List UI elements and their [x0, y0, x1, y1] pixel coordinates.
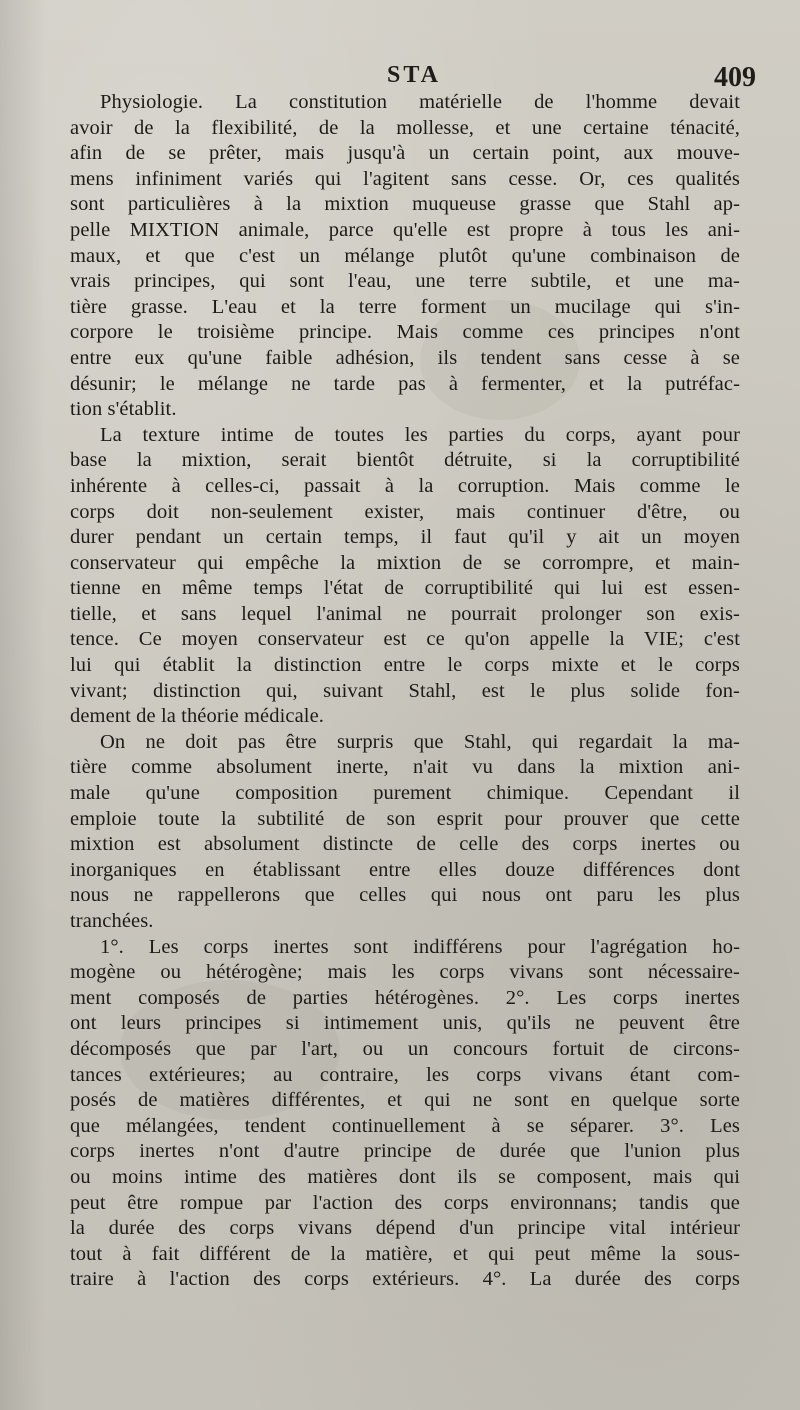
text-line: On ne doit pas être surpris que Stahl, qui regardait la ma- — [100, 730, 740, 753]
paragraph-differences — [70, 935, 740, 1293]
text-line: la durée des corps vivans dépend d'un principe vital intérieur — [70, 1217, 740, 1240]
text-line: avoir de la flexibilité, de la mollesse, et une certaine ténacité, — [70, 116, 740, 139]
text-line: pelle MIXTION animale, parce qu'elle est propre à tous les ani- — [70, 218, 740, 241]
text-line: conservateur qui empêche la mixtion de se corrompre, et main- — [70, 551, 740, 574]
page-number: 409 — [714, 62, 756, 93]
text-line: Physiologie. La constitution matérielle de l'homme devait — [100, 91, 740, 113]
text-line: tence. Ce moyen conservateur est ce qu'on appelle la VIE; c'est — [70, 628, 740, 651]
text-line: que mélangées, tendent continuellement à se séparer. 3°. Les — [70, 1114, 740, 1137]
text-line: vrais principes, qui sont l'eau, une terre subtile, et une ma- — [70, 270, 740, 293]
body-text — [70, 90, 740, 1293]
text-line: sont particulières à la mixtion muqueuse grasse que Stahl ap- — [70, 193, 740, 216]
text-line: tion s'établit. — [70, 398, 177, 421]
text-line: base la mixtion, serait bientôt détruite, si la corruptibilité — [70, 449, 740, 472]
text-line: tranchées. — [70, 910, 154, 932]
text-line: inorganiques en établissant entre elles douze différences dont — [70, 858, 740, 881]
running-title: STA — [387, 62, 441, 88]
text-line: tielle, et sans lequel l'animal ne pourrait prolonger son exis- — [70, 602, 740, 625]
text-line: male qu'une composition purement chimique. Cependant il — [70, 782, 740, 805]
text-line: mogène ou hétérogène; mais les corps vivans sont nécessaire- — [70, 961, 740, 984]
text-line: posés de matières différentes, et qui ne sont en quelque sorte — [70, 1089, 740, 1112]
text-line: tout à fait différent de la matière, et qui peut même la sous- — [70, 1242, 740, 1265]
text-line: inhérente à celles-ci, passait à la corruption. Mais comme le — [70, 474, 740, 497]
text-line: tière grasse. L'eau et la terre forment un mucilage qui s'in- — [70, 295, 740, 318]
text-line: lui qui établit la distinction entre le corps mixte et le corps — [70, 654, 740, 677]
text-line: nous ne rappellerons que celles qui nous ont paru les plus — [70, 884, 740, 907]
text-line: ou moins intime des matières dont ils se composent, mais qui — [70, 1165, 740, 1188]
text-line: dement de la théorie médicale. — [70, 705, 325, 728]
text-line: La texture intime de toutes les parties du corps, ayant pour — [100, 423, 740, 446]
text-line: peut être rompue par l'action des corps environnans; tandis que — [70, 1191, 740, 1214]
text-line: afin de se prêter, mais jusqu'à un certain point, aux mouve- — [70, 142, 740, 165]
text-line: tière comme absolument inerte, n'ait vu dans la mixtion ani- — [70, 756, 740, 779]
text-line: ont leurs principes si intimement unis, qu'ils ne peuvent être — [70, 1012, 740, 1035]
text-line: corps inertes n'ont d'autre principe de durée que l'union plus — [70, 1140, 740, 1163]
text-line: 1°. Les corps inertes sont indifférens pour l'agrégation ho- — [100, 935, 740, 958]
text-line: mens infiniment variés qui l'agitent sans cesse. Or, ces qualités — [70, 167, 740, 190]
text-line: emploie toute la subtilité de son esprit pour prouver que cette — [70, 807, 740, 830]
paragraph-stahl — [70, 730, 740, 935]
text-line: tances extérieures; au contraire, les corps vivans étant com- — [70, 1063, 740, 1086]
text-line: décomposés que par l'art, ou un concours fortuit de circons- — [70, 1037, 740, 1060]
paragraph-physiologie — [70, 90, 740, 423]
text-line: corps doit non-seulement exister, mais continuer d'être, ou — [70, 500, 740, 523]
text-line: durer pendant un certain temps, il faut qu'il y ait un moyen — [70, 526, 740, 549]
text-line: corpore le troisième principe. Mais comme ces principes n'ont — [70, 321, 740, 344]
text-line: maux, et que c'est un mélange plutôt qu'une combinaison de — [70, 244, 740, 267]
text-line: entre eux qu'une faible adhésion, ils tendent sans cesse à se — [70, 346, 740, 369]
paragraph-texture — [70, 423, 740, 730]
text-line: vivant; distinction qui, suivant Stahl, est le plus solide fon- — [70, 679, 740, 702]
text-line: ment composés de parties hétérogènes. 2°. Les corps inertes — [70, 986, 740, 1009]
text-line: désunir; le mélange ne tarde pas à fermenter, et la putréfac- — [70, 372, 740, 395]
text-line: traire à l'action des corps extérieurs. 4°. La durée des corps — [70, 1268, 740, 1291]
text-line: tienne en même temps l'état de corruptibilité qui lui est essen- — [70, 577, 740, 600]
text-line: mixtion est absolument distincte de celle des corps inertes ou — [70, 833, 740, 856]
